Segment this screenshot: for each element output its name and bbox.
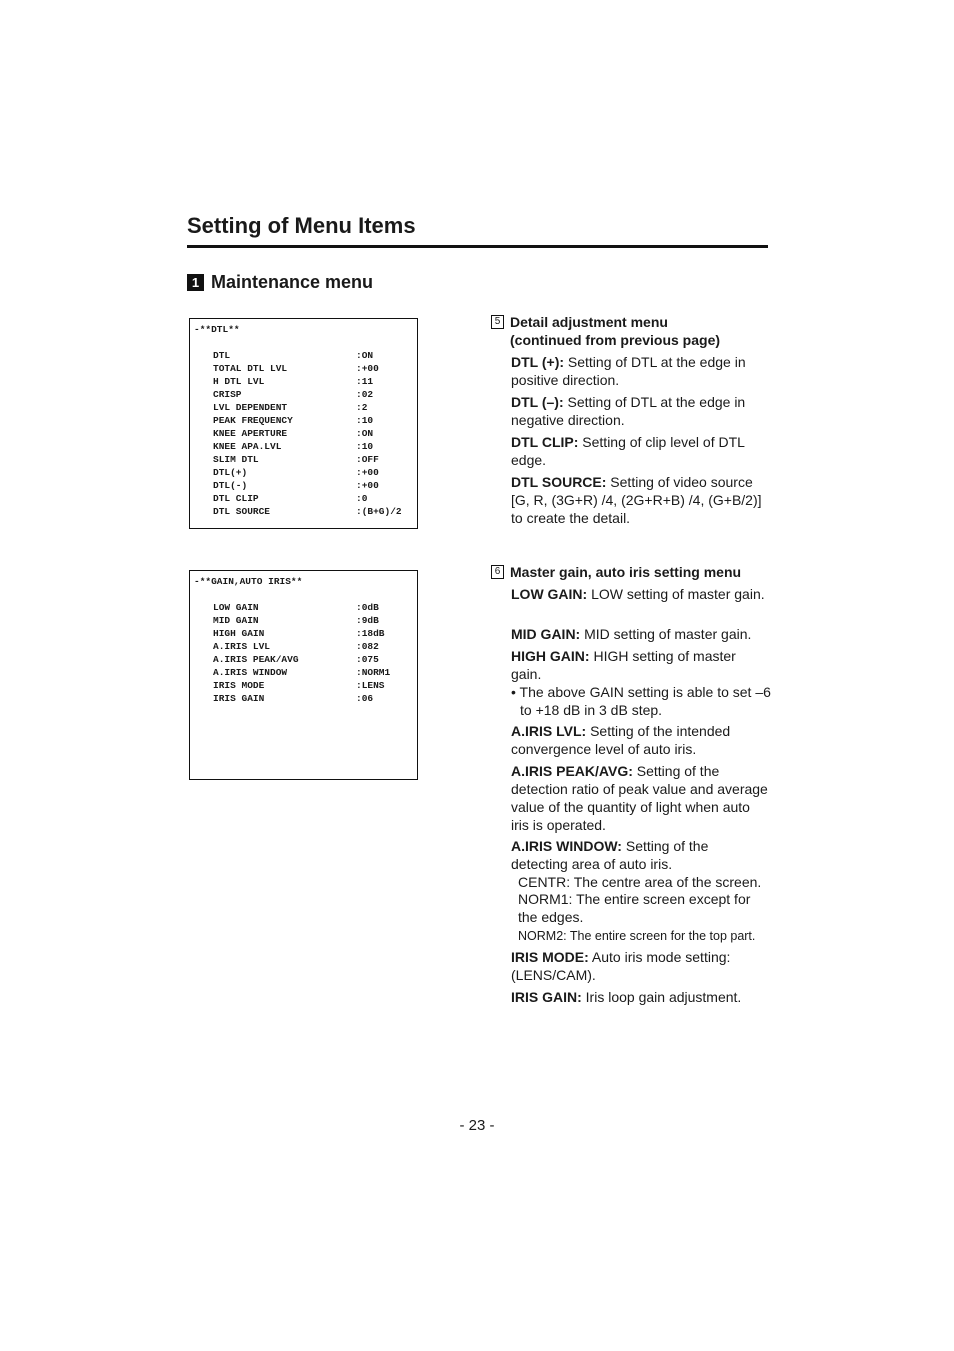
gain-term: A.IRIS PEAK/AVG: — [511, 763, 633, 779]
menu-value: :075 — [356, 654, 379, 665]
menu-row — [213, 402, 413, 415]
gain-term: HIGH GAIN: — [511, 648, 590, 664]
menu-value: :11 — [356, 376, 374, 387]
menu-row — [213, 454, 413, 467]
menu-key: TOTAL DTL LVL — [213, 363, 288, 374]
gain-item — [511, 585, 769, 603]
menu-key: A.IRIS PEAK/AVG — [213, 654, 299, 665]
gain-desc: Setting of the detection ratio of peak value and average value of the quantity of light when auto iris is operated. — [511, 763, 768, 833]
page-title: Setting of Menu Items — [187, 213, 416, 238]
menu-value: :+00 — [356, 480, 379, 491]
detail-item — [511, 433, 769, 469]
menu-key: DTL CLIP — [213, 493, 259, 504]
detail-menu-heading-line1: Detail adjustment menu — [510, 314, 668, 330]
menu-value: :LENS — [356, 680, 385, 691]
menu-row — [213, 480, 413, 493]
detail-menu-number: 5 — [491, 315, 504, 329]
menu-key: LOW GAIN — [213, 602, 259, 613]
menu-row — [213, 693, 413, 706]
menu-key: A.IRIS LVL — [213, 641, 271, 652]
detail-desc: Setting of clip level of DTL edge. — [511, 434, 745, 468]
gain-item — [511, 948, 769, 984]
menu-key: SLIM DTL — [213, 454, 259, 465]
gain-item — [511, 762, 769, 834]
menu-row — [213, 615, 413, 628]
gain-term: A.IRIS LVL: — [511, 723, 587, 739]
menu-key: DTL SOURCE — [213, 506, 271, 517]
menu-value: :(B+G)/2 — [356, 506, 402, 517]
menu-row — [213, 667, 413, 680]
window-option-centr: CENTR: The centre area of the screen. — [518, 874, 762, 890]
menu-row — [213, 641, 413, 654]
detail-menu-heading-text — [510, 313, 720, 349]
detail-item — [511, 473, 769, 527]
menu-row — [213, 363, 413, 376]
dtl-menu-title: -**DTL** — [194, 324, 240, 335]
menu-value: :NORM1 — [356, 667, 391, 678]
dtl-menu-screen — [189, 318, 418, 529]
menu-key: KNEE APA.LVL — [213, 441, 282, 452]
menu-key: PEAK FREQUENCY — [213, 415, 293, 426]
gain-bullet-note — [511, 683, 772, 719]
menu-value: :06 — [356, 693, 374, 704]
gain-menu-screen — [189, 570, 418, 780]
gain-desc: Iris loop gain adjustment. — [581, 989, 742, 1005]
menu-row — [213, 493, 413, 506]
menu-value: :OFF — [356, 454, 379, 465]
gain-menu-title: -**GAIN,AUTO IRIS** — [194, 576, 303, 587]
gain-term: A.IRIS WINDOW: — [511, 838, 622, 854]
section-title: Maintenance menu — [211, 272, 374, 292]
menu-row — [213, 415, 413, 428]
title-rule — [187, 245, 768, 248]
gain-term: IRIS GAIN: — [511, 989, 582, 1005]
menu-row — [213, 389, 413, 402]
menu-value: :2 — [356, 402, 368, 413]
menu-key: KNEE APERTURE — [213, 428, 288, 439]
menu-row — [213, 602, 413, 615]
window-option-norm1: NORM1: The entire screen except for the edges. — [518, 891, 751, 925]
gain-item — [511, 625, 769, 643]
gain-desc: LOW setting of master gain. — [587, 586, 765, 602]
menu-row — [213, 628, 413, 641]
gain-desc: Setting of the intended convergence level of auto iris. — [511, 723, 731, 757]
menu-value: :02 — [356, 389, 374, 400]
menu-key: H DTL LVL — [213, 376, 265, 387]
detail-term: DTL (–): — [511, 394, 564, 410]
menu-row — [213, 654, 413, 667]
menu-row — [213, 506, 413, 519]
detail-desc: Setting of DTL at the edge in negative direction. — [511, 394, 746, 428]
detail-item — [511, 393, 769, 429]
menu-value: :0dB — [356, 602, 379, 613]
section-number-badge: 1 — [187, 274, 204, 291]
gain-item — [511, 837, 769, 873]
gain-item — [511, 988, 769, 1006]
menu-key: MID GAIN — [213, 615, 259, 626]
menu-value: :18dB — [356, 628, 385, 639]
gain-desc: HIGH setting of master gain. — [511, 648, 736, 682]
gain-menu-heading-text: Master gain, auto iris setting menu — [510, 564, 742, 580]
detail-term: DTL SOURCE: — [511, 474, 607, 490]
menu-row — [213, 467, 413, 480]
menu-key: DTL — [213, 350, 231, 361]
menu-value: :+00 — [356, 363, 379, 374]
menu-row — [213, 350, 413, 363]
gain-menu-number: 6 — [491, 565, 504, 579]
menu-row — [213, 441, 413, 454]
gain-term: MID GAIN: — [511, 626, 581, 642]
gain-desc: • The above GAIN setting is able to set –6 to +18 dB in 3 dB step. — [511, 684, 771, 718]
menu-row — [213, 680, 413, 693]
menu-key: LVL DEPENDENT — [213, 402, 288, 413]
menu-value: :0 — [356, 493, 368, 504]
menu-key: A.IRIS WINDOW — [213, 667, 288, 678]
menu-key: IRIS MODE — [213, 680, 265, 691]
detail-item — [511, 353, 769, 389]
detail-term: DTL (+): — [511, 354, 565, 370]
gain-item — [511, 647, 769, 683]
menu-key: DTL(+) — [213, 467, 248, 478]
section-heading — [187, 272, 373, 293]
menu-key: HIGH GAIN — [213, 628, 265, 639]
gain-menu-heading — [491, 563, 741, 581]
detail-desc: Setting of DTL at the edge in positive direction. — [511, 354, 746, 388]
menu-row — [213, 428, 413, 441]
gain-desc: Setting of the detecting area of auto iris. — [511, 838, 709, 872]
detail-menu-heading-line2: (continued from previous page) — [510, 332, 721, 348]
menu-value: :ON — [356, 350, 374, 361]
menu-value: :ON — [356, 428, 374, 439]
menu-value: :10 — [356, 441, 374, 452]
gain-desc: Auto iris mode setting: (LENS/CAM). — [511, 949, 731, 983]
menu-row — [213, 376, 413, 389]
menu-value: :10 — [356, 415, 374, 426]
detail-desc: Setting of video source [G, R, (3G+R) /4, (2G+R+B) /4, (G+B/2)] to create the detail. — [511, 474, 762, 526]
gain-term: IRIS MODE: — [511, 949, 589, 965]
menu-value: :082 — [356, 641, 379, 652]
gain-item — [511, 722, 769, 758]
menu-key: CRISP — [213, 389, 242, 400]
detail-term: DTL CLIP: — [511, 434, 579, 450]
menu-value: :9dB — [356, 615, 379, 626]
detail-menu-heading — [491, 313, 720, 349]
window-option-norm2: NORM2: The entire screen for the top part. — [518, 929, 756, 943]
page-number: - 23 - — [459, 1117, 495, 1134]
menu-key: DTL(-) — [213, 480, 248, 491]
gain-desc: MID setting of master gain. — [580, 626, 752, 642]
menu-value: :+00 — [356, 467, 379, 478]
menu-key: IRIS GAIN — [213, 693, 265, 704]
gain-term: LOW GAIN: — [511, 586, 588, 602]
